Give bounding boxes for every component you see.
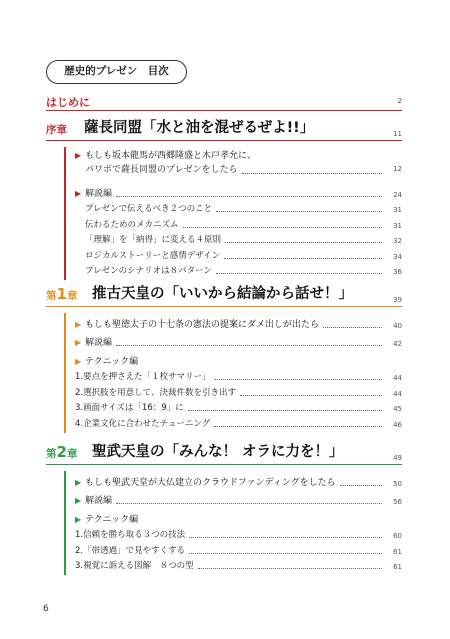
section-label: 解説編 [85, 338, 113, 348]
item-page: 32 [393, 237, 402, 245]
story-page: 50 [393, 479, 402, 488]
chapter-page: 39 [393, 296, 402, 304]
technique-label: テクニック編 [85, 356, 139, 367]
list-item[interactable] [75, 368, 402, 384]
section-page: 42 [393, 340, 402, 348]
story-entry[interactable] [75, 149, 402, 177]
list-item[interactable] [75, 231, 402, 247]
list-item[interactable] [75, 541, 402, 557]
technique-heading[interactable] [75, 352, 402, 368]
item-text: 1.信頼を勝ち取る３つの技法 [75, 530, 186, 540]
dot-leader [116, 503, 382, 504]
dot-leader [225, 242, 382, 243]
item-page: 31 [393, 221, 402, 230]
triangle-icon: ▶ [75, 319, 82, 329]
dot-leader [242, 173, 382, 174]
item-text: プレゼンで伝えるべき２つのこと [85, 204, 213, 214]
chapter-heading[interactable] [46, 441, 402, 465]
dot-leader [216, 273, 382, 274]
list-item[interactable] [75, 215, 402, 231]
dot-leader [183, 227, 382, 228]
triangle-icon: ▶ [75, 496, 82, 505]
item-text: 3.画面サイズは「16：9」に [75, 403, 184, 413]
dot-leader [198, 568, 382, 569]
toc-title: 歴史的プレゼン 目次 [46, 60, 187, 84]
dot-leader [240, 395, 382, 396]
story-entry[interactable] [75, 315, 402, 331]
list-item[interactable] [75, 557, 402, 573]
section-entry[interactable] [75, 492, 402, 508]
chapter-heading[interactable] [46, 283, 402, 307]
dot-leader [188, 410, 382, 411]
story-entry[interactable] [75, 473, 402, 489]
list-item[interactable] [75, 246, 402, 262]
item-page: 45 [393, 405, 402, 413]
list-item[interactable] [75, 526, 402, 542]
list-item[interactable] [75, 262, 402, 278]
item-text: 「理解」を「納得」に変える４原則 [85, 235, 222, 245]
dot-leader [224, 258, 382, 259]
chapter-number: 第2章 [46, 443, 78, 461]
story-text: もしも聖徳太子の十七条の憲法の提案にダメ出しが出たら [85, 319, 320, 330]
chapter-number: 序章 [46, 124, 67, 136]
section-entry[interactable] [75, 334, 402, 350]
story-line-2: パワポで薩長同盟のプレゼンをしたら [85, 165, 238, 175]
chapter-2 [46, 441, 402, 575]
section-label: 解説編 [85, 496, 113, 506]
item-text: 4.企業文化に合わせたチューニング [75, 418, 211, 429]
list-item[interactable] [75, 414, 402, 430]
intro-entry[interactable] [46, 93, 402, 111]
section-entry[interactable] [75, 184, 402, 200]
intro-label: はじめに [46, 96, 90, 109]
triangle-icon: ▶ [75, 514, 82, 524]
item-text: 3.視覚に訴える図解 ８つの型 [75, 561, 194, 571]
item-page: 36 [393, 268, 402, 276]
item-text: 2.「帯透過」で見やすくする [75, 545, 186, 556]
triangle-icon: ▶ [75, 338, 82, 347]
story-line-1: もしも坂本龍馬が西郷隆盛と木戸孝允に、 [85, 151, 257, 161]
dot-leader [323, 327, 382, 328]
item-text: 2.選択肢を用意して、決裁件数を引き出す [75, 387, 236, 398]
section-label: 解説編 [85, 188, 113, 199]
section-page: 24 [393, 190, 402, 199]
list-item[interactable] [75, 399, 402, 415]
dot-leader [116, 196, 382, 197]
dot-leader [214, 426, 382, 427]
dot-leader [116, 345, 382, 346]
story-page: 12 [393, 165, 402, 173]
item-text: プレゼンのシナリオは８パターン [85, 266, 212, 276]
item-page: 46 [393, 420, 402, 429]
chapter-contents [64, 471, 402, 575]
item-page: 44 [393, 389, 402, 398]
section-page: 56 [393, 498, 402, 506]
chapter-title: 聖武天皇の「みんな！ オラに力を！」 [92, 444, 344, 460]
chapter-contents [64, 147, 402, 280]
intro-page: 2 [397, 97, 402, 105]
list-item[interactable] [75, 200, 402, 216]
chapter-contents [64, 313, 402, 433]
story-page: 40 [393, 321, 402, 330]
chapter-heading[interactable] [46, 117, 402, 141]
item-page: 31 [393, 206, 402, 214]
chapter-title: 推古天皇の「いいから結論から話せ！」 [92, 286, 353, 302]
story-text: もしも聖武天皇が大仏建立のクラウドファンディングをしたら [85, 477, 336, 488]
item-text: 伝わるためのメカニズム [85, 219, 179, 230]
dot-leader [215, 379, 382, 380]
triangle-icon: ▶ [75, 188, 82, 198]
item-text: 1.要点を押さえた「１枚サマリー」 [75, 372, 211, 382]
dot-leader [189, 553, 382, 554]
dot-leader [189, 537, 382, 538]
item-text: ロジカルストーリーと感情デザイン [85, 250, 221, 261]
chapter-page: 49 [393, 454, 402, 462]
technique-label: テクニック編 [85, 514, 139, 525]
triangle-icon: ▶ [75, 356, 82, 366]
item-page: 34 [393, 252, 402, 261]
chapter-prologue [46, 117, 402, 280]
triangle-icon: ▶ [75, 151, 82, 160]
item-page: 61 [393, 563, 402, 571]
dot-leader [340, 485, 382, 486]
item-page: 44 [393, 374, 402, 382]
dot-leader [216, 211, 382, 212]
technique-heading[interactable] [75, 510, 402, 526]
chapter-1 [46, 283, 402, 433]
page-number: 6 [43, 604, 49, 614]
triangle-icon: ▶ [75, 477, 82, 487]
chapter-number: 第1章 [46, 285, 78, 303]
chapter-title: 薩長同盟「水と油を混ぜるぜよ!!」 [84, 120, 315, 136]
item-page: 61 [393, 547, 402, 556]
list-item[interactable] [75, 383, 402, 399]
chapter-page: 11 [393, 130, 402, 138]
item-page: 60 [393, 532, 402, 540]
